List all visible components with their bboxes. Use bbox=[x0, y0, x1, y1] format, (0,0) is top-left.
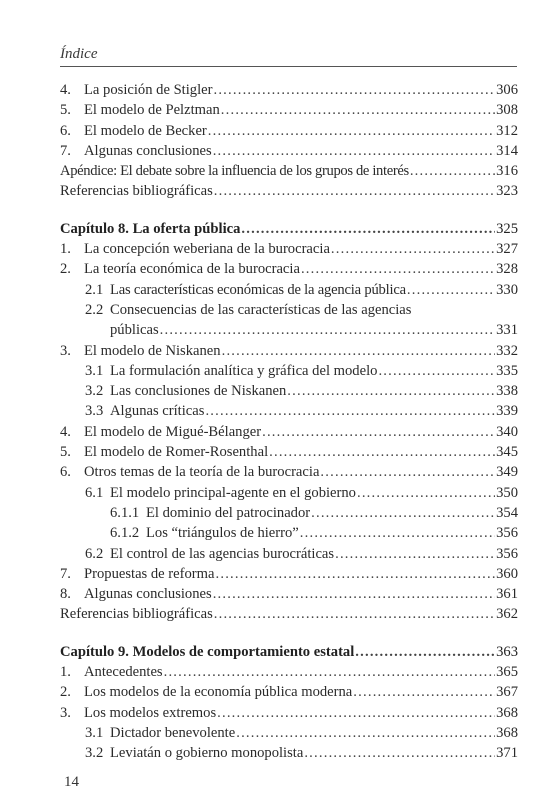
entry-page: 367 bbox=[496, 684, 518, 701]
entry-page: 365 bbox=[496, 664, 518, 681]
entry-number: 3.2 bbox=[85, 383, 104, 400]
entry-title: Algunas conclusiones bbox=[84, 142, 212, 159]
entry-number: 6. bbox=[60, 464, 71, 481]
entry-number: 5. bbox=[60, 444, 71, 461]
entry-number: 3.3 bbox=[85, 403, 104, 420]
entry-number: 3. bbox=[60, 342, 71, 359]
toc-entry bbox=[60, 682, 518, 702]
entry-title: Las características económicas de la agencia pública bbox=[110, 281, 406, 298]
entry-page: 361 bbox=[496, 586, 518, 603]
dot-leader bbox=[320, 462, 495, 482]
entry-page: 327 bbox=[496, 241, 518, 258]
entry-title: La teoría económica de la burocracia bbox=[84, 261, 300, 278]
toc-entry-stigler bbox=[60, 80, 518, 100]
entry-number: 7. bbox=[60, 565, 71, 582]
toc-subentry bbox=[60, 743, 518, 763]
toc-subentry bbox=[60, 361, 518, 381]
dot-leader bbox=[160, 320, 495, 340]
entry-number: 8. bbox=[60, 586, 71, 603]
dot-leader bbox=[222, 341, 496, 361]
page-number: 14 bbox=[64, 774, 79, 790]
toc-entry-pelztman bbox=[60, 100, 518, 120]
dot-leader bbox=[410, 161, 495, 181]
dot-leader bbox=[216, 564, 496, 584]
entry-title: El dominio del patrocinador bbox=[146, 504, 311, 521]
dot-leader bbox=[304, 743, 495, 763]
entry-number: 3.2 bbox=[85, 745, 104, 762]
entry-number: 6. bbox=[60, 122, 71, 139]
entry-title: El control de las agencias burocráticas bbox=[110, 545, 335, 562]
dot-leader bbox=[269, 442, 495, 462]
entry-title: Algunas conclusiones bbox=[84, 586, 212, 603]
entry-page: 339 bbox=[496, 403, 518, 420]
toc-subsubentry bbox=[60, 523, 518, 543]
entry-title: La formulación analítica y gráfica del modelo bbox=[110, 362, 378, 379]
entry-title: Dictador benevolente bbox=[110, 724, 236, 741]
table-of-contents bbox=[60, 80, 518, 764]
entry-title: El modelo de Pelztman bbox=[84, 102, 220, 119]
chapter-heading-8 bbox=[60, 219, 518, 239]
toc-entry bbox=[60, 462, 518, 482]
entry-number: 6.1.1 bbox=[110, 504, 140, 521]
dot-leader bbox=[300, 523, 495, 543]
entry-number: 6.1 bbox=[85, 484, 104, 501]
entry-page: 330 bbox=[496, 281, 518, 298]
dot-leader bbox=[357, 483, 495, 503]
entry-page: 356 bbox=[496, 525, 518, 542]
chapter-title: Capítulo 9. Modelos de comportamiento estatal bbox=[60, 643, 355, 660]
dot-leader bbox=[355, 642, 495, 662]
entry-title: El modelo de Becker bbox=[84, 122, 207, 139]
entry-title: El modelo de Migué-Bélanger bbox=[84, 423, 262, 440]
entry-title: Los “triángulos de hierro” bbox=[146, 525, 299, 542]
toc-entry-becker bbox=[60, 121, 518, 141]
entry-number: 2. bbox=[60, 684, 71, 701]
entry-page: 349 bbox=[496, 464, 518, 481]
entry-title: La concepción weberiana de la burocracia bbox=[84, 241, 330, 258]
entry-page: 331 bbox=[496, 322, 518, 339]
entry-number: 3.1 bbox=[85, 362, 104, 379]
entry-number: 1. bbox=[60, 241, 71, 258]
entry-title: Propuestas de reforma bbox=[84, 565, 215, 582]
entry-title: Los modelos de la economía pública moderna bbox=[84, 684, 353, 701]
entry-page: 368 bbox=[496, 724, 518, 741]
entry-number: 2.2 bbox=[85, 301, 104, 318]
entry-title: públicas bbox=[110, 322, 159, 339]
toc-entry-referencias bbox=[60, 604, 518, 624]
header-rule bbox=[60, 66, 517, 67]
entry-number: 2. bbox=[60, 261, 71, 278]
entry-number: 7. bbox=[60, 142, 71, 159]
entry-title: Las conclusiones de Niskanen bbox=[110, 383, 287, 400]
entry-page: 335 bbox=[496, 362, 518, 379]
dot-leader bbox=[301, 259, 495, 279]
dot-leader bbox=[221, 100, 495, 120]
toc-subentry bbox=[60, 300, 518, 320]
entry-number: 4. bbox=[60, 82, 71, 98]
entry-title: Otros temas de la teoría de la burocracia bbox=[84, 464, 320, 481]
entry-title: El modelo de Romer-Rosenthal bbox=[84, 444, 269, 461]
dot-leader bbox=[213, 141, 495, 161]
entry-number: 1. bbox=[60, 664, 71, 681]
entry-number: 3.1 bbox=[85, 724, 104, 741]
toc-subentry bbox=[60, 483, 518, 503]
dot-leader bbox=[407, 280, 495, 300]
dot-leader bbox=[164, 662, 496, 682]
dot-leader bbox=[214, 604, 495, 624]
dot-leader bbox=[208, 121, 495, 141]
entry-page: 354 bbox=[496, 504, 518, 521]
toc-subentry bbox=[60, 280, 518, 300]
entry-title: Leviatán o gobierno monopolista bbox=[110, 745, 304, 762]
entry-page: 325 bbox=[496, 220, 518, 237]
toc-entry bbox=[60, 259, 518, 279]
running-header: Índice bbox=[60, 46, 98, 62]
toc-entry bbox=[60, 239, 518, 259]
toc-subentry bbox=[60, 381, 518, 401]
entry-page: 371 bbox=[496, 745, 518, 762]
toc-subentry bbox=[60, 723, 518, 743]
entry-page: 308 bbox=[496, 102, 518, 119]
toc-entry bbox=[60, 442, 518, 462]
entry-number: 5. bbox=[60, 102, 71, 119]
entry-page: 345 bbox=[496, 444, 518, 461]
chapter-title: Capítulo 8. La oferta pública bbox=[60, 220, 241, 237]
dot-leader bbox=[353, 682, 495, 702]
entry-page: 328 bbox=[496, 261, 518, 278]
toc-entry bbox=[60, 703, 518, 723]
entry-title: Referencias bibliográficas bbox=[60, 183, 213, 200]
entry-page: 360 bbox=[496, 565, 518, 582]
entry-title: Referencias bibliográficas bbox=[60, 606, 213, 623]
dot-leader bbox=[335, 544, 495, 564]
entry-title: Apéndice: El debate sobre la influencia de los grupos de interés bbox=[60, 163, 409, 180]
entry-page: 362 bbox=[496, 606, 518, 623]
entry-page: 306 bbox=[496, 82, 518, 98]
dot-leader bbox=[287, 381, 495, 401]
toc-subentry bbox=[60, 544, 518, 564]
entry-number: 3. bbox=[60, 704, 71, 721]
entry-title: Los modelos extremos bbox=[84, 704, 217, 721]
toc-subsubentry bbox=[60, 503, 518, 523]
entry-page: 332 bbox=[496, 342, 518, 359]
toc-entry bbox=[60, 584, 518, 604]
dot-leader bbox=[217, 703, 495, 723]
entry-page: 314 bbox=[496, 142, 518, 159]
entry-number: 2.1 bbox=[85, 281, 104, 298]
dot-leader bbox=[214, 181, 495, 201]
toc-entry bbox=[60, 422, 518, 442]
entry-page: 356 bbox=[496, 545, 518, 562]
entry-page: 316 bbox=[496, 163, 518, 180]
dot-leader bbox=[241, 219, 495, 239]
entry-page: 340 bbox=[496, 423, 518, 440]
entry-number: 4. bbox=[60, 423, 71, 440]
dot-leader bbox=[331, 239, 495, 259]
dot-leader bbox=[213, 80, 495, 100]
toc-entry bbox=[60, 564, 518, 584]
entry-title: Algunas críticas bbox=[110, 403, 205, 420]
entry-title: Consecuencias de las características de las agencias bbox=[110, 301, 412, 318]
entry-page: 323 bbox=[496, 183, 518, 200]
toc-subentry bbox=[60, 401, 518, 421]
entry-page: 368 bbox=[496, 704, 518, 721]
toc-entry bbox=[60, 662, 518, 682]
chapter-heading-9 bbox=[60, 642, 518, 662]
toc-entry bbox=[60, 341, 518, 361]
dot-leader bbox=[262, 422, 495, 442]
dot-leader bbox=[213, 584, 495, 604]
toc-entry-apendice bbox=[60, 161, 518, 181]
entry-page: 363 bbox=[496, 643, 518, 660]
dot-leader bbox=[236, 723, 495, 743]
entry-page: 312 bbox=[496, 122, 518, 139]
entry-title: Antecedentes bbox=[84, 664, 163, 681]
toc-entry-referencias bbox=[60, 181, 518, 201]
entry-title: La posición de Stigler bbox=[84, 82, 213, 98]
entry-page: 350 bbox=[496, 484, 518, 501]
dot-leader bbox=[378, 361, 495, 381]
toc-subentry-continuation bbox=[60, 320, 518, 340]
entry-number: 6.2 bbox=[85, 545, 104, 562]
entry-title: El modelo de Niskanen bbox=[84, 342, 221, 359]
entry-number: 6.1.2 bbox=[110, 525, 140, 542]
entry-page: 338 bbox=[496, 383, 518, 400]
entry-title: El modelo principal-agente en el gobierno bbox=[110, 484, 356, 501]
toc-entry-conclusiones bbox=[60, 141, 518, 161]
dot-leader bbox=[311, 503, 495, 523]
dot-leader bbox=[205, 401, 495, 421]
